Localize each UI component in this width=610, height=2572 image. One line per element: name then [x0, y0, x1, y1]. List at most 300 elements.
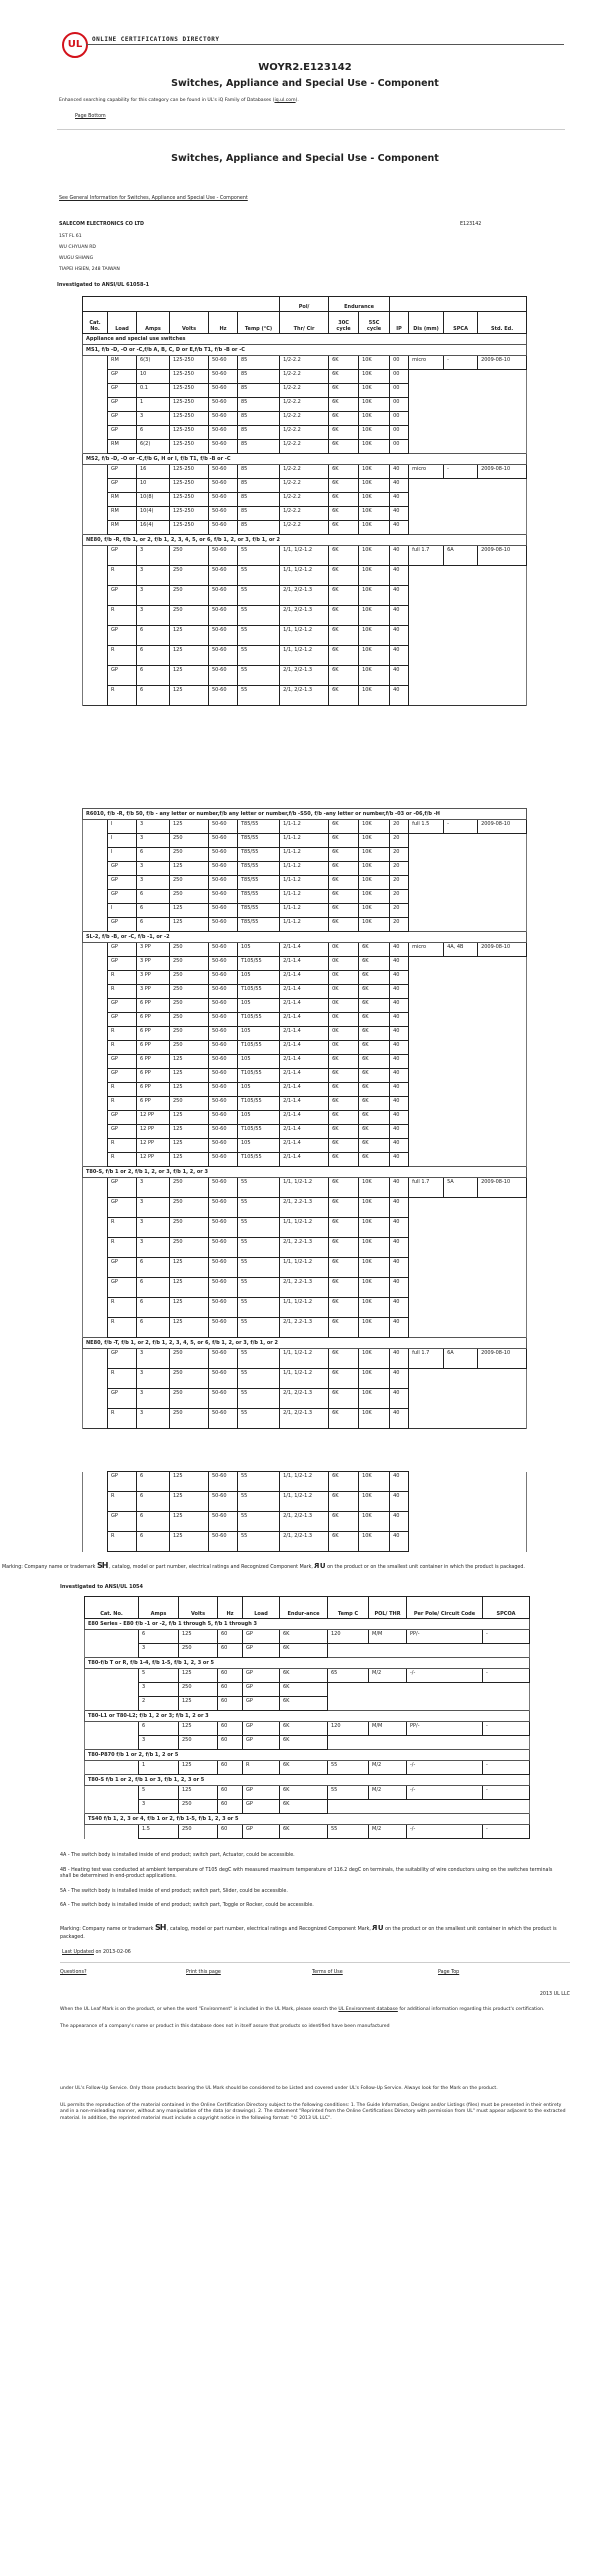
header-endurance: Endurance — [329, 297, 390, 312]
temp-cell: T85/55 — [238, 890, 280, 904]
volts-cell: 125 — [170, 820, 209, 834]
address-line: TIAPEI HSIEN, 248 TAIWAN — [59, 267, 120, 272]
thr-cir-cell: 1/1-1.2 — [280, 862, 329, 876]
investigated-heading: Investigated to ANSI/UL 1054 — [60, 1584, 144, 1590]
hz-cell: 50-60 — [209, 1389, 238, 1409]
last-updated-link[interactable]: Last Updated — [62, 1949, 94, 1955]
volts-cell: 250 — [179, 1736, 218, 1750]
volts-cell: 125 — [170, 1153, 209, 1167]
cat-no-cell — [83, 1349, 108, 1369]
amps-cell: 2 — [139, 1697, 179, 1711]
ip-cell: 20 — [390, 904, 409, 918]
hz-cell: 50-60 — [209, 426, 238, 440]
thr-cir-cell: 2/1-1.4 — [280, 985, 329, 999]
amps-cell: 6 — [137, 646, 170, 666]
empty-cell — [409, 862, 527, 876]
endurance-cell: 6K — [280, 1722, 328, 1736]
table-row — [85, 1825, 530, 1839]
temp-cell: 55 — [328, 1761, 369, 1775]
load-cell: GP — [108, 666, 137, 686]
volts-cell: 125-250 — [170, 440, 209, 454]
hz-cell: 50-60 — [209, 834, 238, 848]
table-row — [83, 1097, 527, 1111]
recognized-component-mark-icon: RU — [372, 1923, 384, 1932]
ip-cell: 40 — [390, 1318, 409, 1338]
30c-cycle-cell: 6K — [329, 465, 359, 479]
hz-cell: 50-60 — [209, 1111, 238, 1125]
thr-cir-cell: 2/1-1.4 — [280, 943, 329, 957]
volts-cell: 250 — [179, 1800, 218, 1814]
cat-no-cell — [83, 999, 108, 1013]
amps-cell: 6 — [137, 1472, 170, 1492]
temp-cell: 85 — [238, 507, 280, 521]
temp-cell: T85/55 — [238, 876, 280, 890]
cat-no-cell — [83, 918, 108, 932]
header-std-ed: Std. Ed. — [478, 312, 527, 334]
ip-cell: 40 — [390, 626, 409, 646]
amps-cell: 6 — [137, 904, 170, 918]
directory-title: ONLINE CERTIFICATIONS DIRECTORY — [92, 36, 220, 43]
volts-cell: 250 — [170, 848, 209, 862]
volts-cell: 125 — [170, 1055, 209, 1069]
per-pole-cell: PP/- — [407, 1630, 483, 1644]
address-line: WU CHYUAN RD — [59, 245, 96, 250]
thr-cir-cell: 1/2-2.2 — [280, 440, 329, 454]
cat-no-cell — [83, 834, 108, 848]
table-row — [85, 1683, 530, 1697]
load-cell: RM — [108, 521, 137, 535]
thr-cir-cell: 1/2-2.2 — [280, 398, 329, 412]
55c-cycle-cell: 10K — [359, 1472, 390, 1492]
ip-cell: 40 — [390, 1349, 409, 1369]
temp-cell: 55 — [238, 626, 280, 646]
30c-cycle-cell: 6K — [329, 1178, 359, 1198]
thr-cir-cell: 1/1-1.2 — [280, 890, 329, 904]
group-row — [83, 1338, 527, 1349]
cat-no-cell — [83, 546, 108, 566]
cat-no-cell — [83, 440, 108, 454]
55c-cycle-cell: 10K — [359, 1278, 390, 1298]
amps-cell: 6 — [137, 1492, 170, 1512]
ip-cell: 00 — [390, 398, 409, 412]
load-cell: GP — [108, 876, 137, 890]
hz-cell: 60 — [218, 1644, 243, 1658]
ip-cell: 00 — [390, 412, 409, 426]
30c-cycle-cell: 6K — [329, 1097, 359, 1111]
hz-cell: 60 — [218, 1722, 243, 1736]
endurance-cell: 6K — [280, 1736, 328, 1750]
temp-cell: 55 — [238, 666, 280, 686]
table-row — [83, 1125, 527, 1139]
header-endurance: Endur-ance — [280, 1597, 328, 1619]
table-row — [83, 1278, 527, 1298]
print-page-link[interactable]: Print this page — [186, 1970, 221, 1975]
address-line: 1ST FL 61 — [59, 234, 82, 239]
ip-cell: 40 — [390, 521, 409, 535]
page-top-link[interactable]: Page Top — [438, 1970, 460, 1975]
table-row — [83, 426, 527, 440]
thr-cir-cell: 2/1, 2.2-1.3 — [280, 1278, 329, 1298]
hz-cell: 50-60 — [209, 1218, 238, 1238]
dis-cell: full 1.7 — [409, 1178, 444, 1198]
volts-cell: 250 — [179, 1825, 218, 1839]
table-row — [83, 412, 527, 426]
ul-environment-link[interactable]: UL Environment database — [338, 2007, 398, 2012]
hz-cell: 60 — [218, 1736, 243, 1750]
table-row — [83, 521, 527, 535]
30c-cycle-cell: 6K — [329, 862, 359, 876]
page-break-gap — [83, 706, 527, 809]
volts-cell: 125-250 — [170, 426, 209, 440]
hz-cell: 50-60 — [209, 848, 238, 862]
amps-cell: 6 — [139, 1630, 179, 1644]
header-hz: Hz — [218, 1597, 243, 1619]
temp-cell: 120 — [328, 1630, 369, 1644]
spcoa-cell: - — [483, 1825, 530, 1839]
ip-cell: 20 — [390, 820, 409, 834]
general-info-link[interactable]: See General Information for Switches, Appliance and Special Use - Component — [59, 196, 248, 201]
hz-cell: 50-60 — [209, 1153, 238, 1167]
hz-cell: 50-60 — [209, 1258, 238, 1278]
group-row — [85, 1658, 530, 1669]
cat-no-cell — [83, 1111, 108, 1125]
55c-cycle-cell: 6K — [359, 999, 390, 1013]
hz-cell: 50-60 — [209, 507, 238, 521]
load-cell: R — [108, 1218, 137, 1238]
load-cell: R — [108, 1369, 137, 1389]
empty-cell — [328, 1683, 530, 1697]
thr-cir-cell: 1/2-2.2 — [280, 356, 329, 370]
55c-cycle-cell: 10K — [359, 426, 390, 440]
volts-cell: 125 — [170, 1512, 209, 1532]
note-4b: 4B - Heating test was conducted at ambient temperature of T105 degC with measured maximum temperature of 116.2 degC on terminals, the suitability of wire conductors using on the switches terminals shall be determined in end-product applications. — [60, 1867, 553, 1879]
group-title: MS1, f/b -D, -O or -C,f/b A, B, C, D or E,f/b T1, f/b -B or -C — [83, 345, 527, 356]
ip-cell: 40 — [390, 1055, 409, 1069]
hz-cell: 50-60 — [209, 1238, 238, 1258]
temp-cell: 85 — [238, 412, 280, 426]
table-row — [83, 1349, 527, 1369]
cat-no-cell — [83, 566, 108, 586]
volts-cell: 250 — [170, 606, 209, 626]
cat-no-cell — [83, 1198, 108, 1218]
hz-cell: 50-60 — [209, 493, 238, 507]
temp-cell: 105 — [238, 1111, 280, 1125]
empty-cell — [409, 493, 527, 507]
volts-cell: 250 — [170, 985, 209, 999]
amps-cell: 3 — [137, 1238, 170, 1258]
empty-cell — [409, 507, 527, 521]
empty-cell — [409, 666, 527, 686]
load-cell: GP — [108, 1472, 137, 1492]
ip-cell: 40 — [390, 1409, 409, 1429]
ip-cell: 40 — [390, 1298, 409, 1318]
30c-cycle-cell: 0K — [329, 985, 359, 999]
ip-cell: 40 — [390, 1069, 409, 1083]
55c-cycle-cell: 10K — [359, 1409, 390, 1429]
group-row — [83, 535, 527, 546]
volts-cell: 250 — [170, 1041, 209, 1055]
load-cell: RM — [108, 356, 137, 370]
load-cell: GP — [108, 465, 137, 479]
cat-no-cell — [83, 1083, 108, 1097]
thr-cir-cell: 2/1-1.4 — [280, 1027, 329, 1041]
enhanced-search-note — [59, 98, 299, 103]
30c-cycle-cell: 6K — [329, 1069, 359, 1083]
endurance-cell: 6K — [280, 1800, 328, 1814]
hz-cell: 50-60 — [209, 1492, 238, 1512]
30c-cycle-cell: 6K — [329, 521, 359, 535]
header-volts: Volts — [179, 1597, 218, 1619]
hz-cell: 50-60 — [209, 1178, 238, 1198]
hz-cell: 50-60 — [209, 918, 238, 932]
table-row — [83, 1139, 527, 1153]
table-row — [83, 1298, 527, 1318]
temp-cell: T105/55 — [238, 1041, 280, 1055]
55c-cycle-cell: 6K — [359, 943, 390, 957]
30c-cycle-cell: 6K — [329, 1349, 359, 1369]
dis-cell: full 1.7 — [409, 1349, 444, 1369]
cat-no-cell — [83, 356, 108, 370]
volts-cell: 125-250 — [170, 370, 209, 384]
thr-cir-cell: 1/1, 1/2-1.2 — [280, 1178, 329, 1198]
volts-cell: 125 — [170, 1083, 209, 1097]
hz-cell: 50-60 — [209, 1055, 238, 1069]
cat-no-cell — [85, 1761, 139, 1775]
amps-cell: 3 — [137, 566, 170, 586]
amps-cell: 3 — [137, 586, 170, 606]
load-cell: GP — [108, 1111, 137, 1125]
empty-cell — [409, 440, 527, 454]
volts-cell: 125 — [170, 1125, 209, 1139]
section-row — [83, 334, 527, 345]
thr-cir-cell: 1/2-2.2 — [280, 412, 329, 426]
temp-cell: 85 — [238, 398, 280, 412]
30c-cycle-cell: 0K — [329, 957, 359, 971]
endurance-cell: 6K — [280, 1644, 328, 1658]
cat-no-cell — [83, 1492, 108, 1512]
load-cell: GP — [108, 890, 137, 904]
30c-cycle-cell: 6K — [329, 1125, 359, 1139]
55c-cycle-cell: 10K — [359, 686, 390, 706]
terms-of-use-link[interactable]: Terms of Use — [312, 1970, 343, 1975]
ip-cell: 00 — [390, 370, 409, 384]
table-row — [85, 1761, 530, 1775]
load-cell: GP — [108, 1512, 137, 1532]
30c-cycle-cell: 0K — [329, 1041, 359, 1055]
empty-cell — [409, 412, 527, 426]
ip-cell: 40 — [390, 1258, 409, 1278]
55c-cycle-cell: 10K — [359, 606, 390, 626]
volts-cell: 125 — [170, 862, 209, 876]
hz-cell: 50-60 — [209, 566, 238, 586]
ip-cell: 00 — [390, 356, 409, 370]
empty-cell — [409, 904, 527, 918]
amps-cell: 3 — [137, 1389, 170, 1409]
55c-cycle-cell: 6K — [359, 1139, 390, 1153]
ip-cell: 40 — [390, 1027, 409, 1041]
table-row — [83, 904, 527, 918]
hz-cell: 50-60 — [209, 521, 238, 535]
load-cell: GP — [243, 1683, 280, 1697]
load-cell: GP — [108, 586, 137, 606]
hz-cell: 50-60 — [209, 1041, 238, 1055]
ip-cell: 40 — [390, 1153, 409, 1167]
thr-cir-cell: 1/1, 1/2-1.2 — [280, 1472, 329, 1492]
thr-cir-cell: 2/1-1.4 — [280, 971, 329, 985]
cat-no-cell — [83, 1153, 108, 1167]
volts-cell: 125 — [170, 918, 209, 932]
table-row — [83, 566, 527, 586]
hz-cell: 50-60 — [209, 440, 238, 454]
volts-cell: 250 — [170, 1389, 209, 1409]
amps-cell: 3 — [137, 1178, 170, 1198]
last-updated — [62, 1950, 570, 1957]
table-row — [83, 876, 527, 890]
load-cell: GP — [108, 1389, 137, 1409]
amps-cell: 3 — [137, 1409, 170, 1429]
table-row — [83, 686, 527, 706]
55c-cycle-cell: 10K — [359, 1178, 390, 1198]
ip-cell: 20 — [390, 862, 409, 876]
iq-link[interactable]: iq.ul.com — [274, 98, 296, 103]
thr-cir-cell: 2/1, 2/2-1.3 — [280, 586, 329, 606]
55c-cycle-cell: 6K — [359, 971, 390, 985]
amps-cell: 6 — [137, 1298, 170, 1318]
amps-cell: 0.1 — [137, 384, 170, 398]
empty-cell — [409, 999, 527, 1013]
empty-cell — [409, 398, 527, 412]
volts-cell: 125 — [170, 1139, 209, 1153]
30c-cycle-cell: 6K — [329, 1139, 359, 1153]
55c-cycle-cell: 10K — [359, 666, 390, 686]
header-pol-thr: POL/ THR — [369, 1597, 407, 1619]
temp-cell: 85 — [238, 440, 280, 454]
thr-cir-cell: 2/1-1.4 — [280, 999, 329, 1013]
table-row — [83, 1153, 527, 1167]
table-row — [83, 398, 527, 412]
endurance-cell: 6K — [280, 1683, 328, 1697]
trademark-logo: SH — [96, 1561, 108, 1570]
volts-cell: 125 — [170, 1532, 209, 1552]
page-bottom-link[interactable]: Page Bottom — [75, 114, 106, 119]
hz-cell: 50-60 — [209, 1097, 238, 1111]
spcoa-cell: - — [483, 1630, 530, 1644]
55c-cycle-cell: 10K — [359, 646, 390, 666]
header-temp: Temp (°C) — [238, 312, 280, 334]
volts-cell: 125 — [170, 1258, 209, 1278]
empty-cell — [409, 834, 527, 848]
temp-cell: 105 — [238, 999, 280, 1013]
ip-cell: 00 — [390, 384, 409, 398]
ip-cell: 40 — [390, 1013, 409, 1027]
ip-cell: 40 — [390, 957, 409, 971]
30c-cycle-cell: 0K — [329, 1013, 359, 1027]
ip-cell: 40 — [390, 1218, 409, 1238]
55c-cycle-cell: 10K — [359, 479, 390, 493]
30c-cycle-cell: 6K — [329, 440, 359, 454]
ip-cell: 40 — [390, 646, 409, 666]
questions-link[interactable]: Questions? — [60, 1970, 87, 1975]
ip-cell: 40 — [390, 1389, 409, 1409]
temp-cell: T85/55 — [238, 848, 280, 862]
ip-cell: 40 — [390, 1492, 409, 1512]
55c-cycle-cell: 6K — [359, 1111, 390, 1125]
amps-cell: 12 PP — [137, 1111, 170, 1125]
group-title: T80-f/b T or R, f/b 1-4, f/b 1-5, f/b 1, 2, 3 or 5 — [85, 1658, 530, 1669]
amps-cell: 5 — [139, 1786, 179, 1800]
load-cell: R — [108, 1238, 137, 1258]
hz-cell: 60 — [218, 1761, 243, 1775]
amps-cell: 3 — [137, 546, 170, 566]
volts-cell: 250 — [170, 1409, 209, 1429]
trademark-logo: SH — [154, 1922, 166, 1932]
amps-cell: 10 — [137, 479, 170, 493]
header-amps: Amps — [139, 1597, 179, 1619]
hz-cell: 50-60 — [209, 370, 238, 384]
std-ed-cell: 2009-08-10 — [478, 465, 527, 479]
table-row — [85, 1644, 530, 1658]
volts-cell: 250 — [170, 999, 209, 1013]
volts-cell: 125 — [170, 666, 209, 686]
amps-cell: 6 — [137, 626, 170, 646]
thr-cir-cell: 1/1, 1/2-1.2 — [280, 546, 329, 566]
hz-cell: 50-60 — [209, 686, 238, 706]
empty-cell — [409, 1083, 527, 1097]
table-row — [83, 626, 527, 646]
temp-cell: 55 — [238, 1238, 280, 1258]
volts-cell: 250 — [170, 1238, 209, 1258]
dis-cell: full 1.5 — [409, 820, 444, 834]
amps-cell: 6 — [137, 1258, 170, 1278]
volts-cell: 250 — [170, 957, 209, 971]
header-cat-no: Cat. No. — [85, 1597, 139, 1619]
cat-no-cell — [83, 1178, 108, 1198]
temp-cell: T85/55 — [238, 904, 280, 918]
main-heading: Switches, Appliance and Special Use - Component — [171, 153, 439, 164]
temp-cell: 105 — [238, 1027, 280, 1041]
ip-cell: 20 — [390, 848, 409, 862]
30c-cycle-cell: 6K — [329, 1492, 359, 1512]
30c-cycle-cell: 6K — [329, 1278, 359, 1298]
per-pole-cell: -/- — [407, 1825, 483, 1839]
amps-cell: 6 — [137, 918, 170, 932]
55c-cycle-cell: 10K — [359, 566, 390, 586]
group-row — [83, 932, 527, 943]
marking-text: Marking: Company name or trademark — [2, 1565, 96, 1570]
spca-cell: - — [444, 465, 478, 479]
volts-cell: 125 — [170, 1492, 209, 1512]
load-cell: GP — [243, 1825, 280, 1839]
temp-cell: 55 — [328, 1786, 369, 1800]
empty-cell — [409, 1125, 527, 1139]
endurance-cell: 6K — [280, 1786, 328, 1800]
empty-cell — [409, 1512, 527, 1532]
load-cell: R — [108, 971, 137, 985]
empty-cell — [409, 370, 527, 384]
empty-cell — [409, 876, 527, 890]
load-cell: R — [108, 1409, 137, 1429]
amps-cell: 3 PP — [137, 957, 170, 971]
header-spacer — [390, 297, 527, 312]
volts-cell: 250 — [170, 890, 209, 904]
cat-no-cell — [83, 586, 108, 606]
table-row — [85, 1697, 530, 1711]
spcoa-cell: - — [483, 1722, 530, 1736]
55c-cycle-cell: 10K — [359, 890, 390, 904]
load-cell: GP — [108, 384, 137, 398]
table-row — [83, 1027, 527, 1041]
volts-cell: 250 — [170, 943, 209, 957]
